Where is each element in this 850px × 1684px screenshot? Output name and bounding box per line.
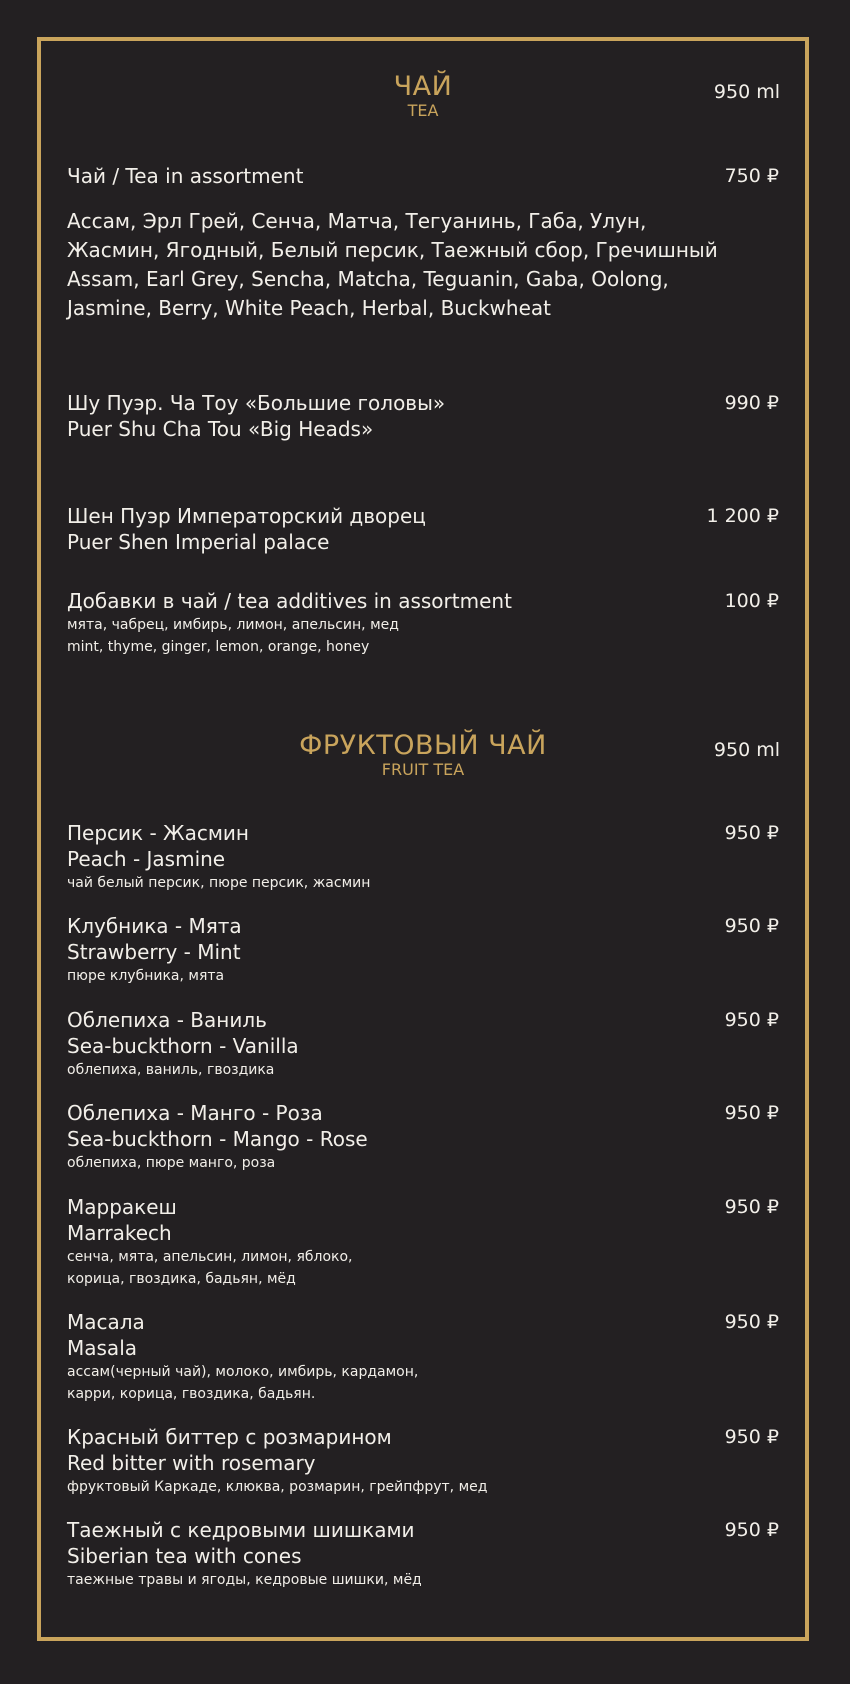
item-name-en: Siberian tea with cones bbox=[67, 1544, 302, 1568]
menu-item-marrakech bbox=[67, 1194, 779, 1290]
item-price: 950 ₽ bbox=[724, 1426, 779, 1448]
tea-varieties-line-2: Жасмин, Ягодный, Белый персик, Таежный сбор, Гречишный bbox=[67, 238, 718, 262]
item-price: 750 ₽ bbox=[724, 165, 779, 187]
item-name: Облепиха - Ваниль bbox=[67, 1008, 267, 1032]
menu-item-tea-assortment bbox=[67, 163, 779, 323]
item-name-en: Puer Shen Imperial palace bbox=[67, 530, 330, 554]
item-name-en: Strawberry - Mint bbox=[67, 940, 241, 964]
tea-section-header bbox=[41, 72, 805, 120]
item-desc-en: mint, thyme, ginger, lemon, orange, honey bbox=[67, 639, 370, 655]
menu-item-seabuckthorn-vanilla bbox=[67, 1007, 779, 1081]
tea-section-title: ЧАЙ bbox=[393, 71, 453, 102]
fruit-section-title: ФРУКТОВЫЙ ЧАЙ bbox=[299, 730, 547, 761]
item-price: 950 ₽ bbox=[724, 1009, 779, 1031]
item-desc: фруктовый Каркаде, клюква, розмарин, грейпфрут, мед bbox=[67, 1479, 488, 1495]
item-desc: корица, гвоздика, бадьян, мёд bbox=[67, 1271, 296, 1287]
fruit-section-header bbox=[41, 731, 805, 779]
item-desc: пюре клубника, мята bbox=[67, 968, 225, 984]
tea-varieties-line-3: Assam, Earl Grey, Sencha, Matcha, Teguanin, Gaba, Oolong, bbox=[67, 267, 669, 291]
item-price: 950 ₽ bbox=[724, 1311, 779, 1333]
menu-item-seabuckthorn-mango-rose bbox=[67, 1100, 779, 1174]
tea-volume: 950 ml bbox=[713, 81, 780, 103]
item-name-en: Sea-buckthorn - Vanilla bbox=[67, 1034, 299, 1058]
item-name: Персик - Жасмин bbox=[67, 821, 250, 845]
item-desc-ru: мята, чабрец, имбирь, лимон, апельсин, мед bbox=[67, 617, 399, 633]
item-price: 950 ₽ bbox=[724, 1102, 779, 1124]
item-price: 950 ₽ bbox=[724, 915, 779, 937]
item-desc: ассам(черный чай), молоко, имбирь, кардамон, bbox=[67, 1364, 419, 1380]
tea-varieties-line-1: Ассам, Эрл Грей, Сенча, Матча, Тегуанинь, Габа, Улун, bbox=[67, 209, 647, 233]
item-price: 1 200 ₽ bbox=[706, 505, 779, 527]
item-name: Чай / Tea in assortment bbox=[67, 164, 304, 188]
item-name-en: Peach - Jasmine bbox=[67, 847, 226, 871]
item-desc: карри, корица, гвоздика, бадьян. bbox=[67, 1386, 316, 1402]
item-name-en: Puer Shu Cha Tou «Big Heads» bbox=[67, 417, 374, 441]
item-name: Масала bbox=[67, 1310, 145, 1334]
item-name-en: Sea-buckthorn - Mango - Rose bbox=[67, 1127, 368, 1151]
item-name-en: Red bitter with rosemary bbox=[67, 1451, 316, 1475]
menu-item-masala bbox=[67, 1309, 779, 1405]
fruit-volume: 950 ml bbox=[713, 739, 780, 761]
menu-item-red-bitter bbox=[67, 1424, 779, 1498]
item-price: 950 ₽ bbox=[724, 1196, 779, 1218]
item-price: 100 ₽ bbox=[724, 590, 779, 612]
menu-item-tea-additives bbox=[67, 588, 779, 658]
item-name-en: Marrakech bbox=[67, 1221, 172, 1245]
menu-item-strawberry-mint bbox=[67, 913, 779, 987]
item-price: 950 ₽ bbox=[724, 822, 779, 844]
fruit-section-subtitle: FRUIT TEA bbox=[381, 760, 465, 779]
item-name: Шу Пуэр. Ча Тоу «Большие головы» bbox=[67, 391, 446, 415]
menu-item-siberian-cones bbox=[67, 1517, 779, 1591]
item-name: Шен Пуэр Императорский дворец bbox=[67, 504, 426, 528]
item-name: Красный биттер с розмарином bbox=[67, 1425, 392, 1449]
item-name: Марракеш bbox=[67, 1195, 177, 1219]
menu-item-peach-jasmine bbox=[67, 820, 779, 894]
item-name: Клубника - Мята bbox=[67, 914, 242, 938]
menu-item-puer-shu bbox=[67, 390, 779, 442]
item-desc: облепиха, пюре манго, роза bbox=[67, 1155, 276, 1171]
tea-varieties-line-4: Jasmine, Berry, White Peach, Herbal, Buckwheat bbox=[67, 296, 551, 320]
item-desc: чай белый персик, пюре персик, жасмин bbox=[67, 875, 371, 891]
item-name: Добавки в чай / tea additives in assortment bbox=[67, 589, 512, 613]
item-name: Таежный с кедровыми шишками bbox=[67, 1518, 415, 1542]
item-price: 950 ₽ bbox=[724, 1519, 779, 1541]
item-desc: таежные травы и ягоды, кедровые шишки, мёд bbox=[67, 1572, 422, 1588]
item-name-en: Masala bbox=[67, 1336, 137, 1360]
tea-section-subtitle: TEA bbox=[407, 101, 439, 120]
item-desc: сенча, мята, апельсин, лимон, яблоко, bbox=[67, 1249, 353, 1265]
item-desc: облепиха, ваниль, гвоздика bbox=[67, 1062, 275, 1078]
item-name: Облепиха - Манго - Роза bbox=[67, 1101, 323, 1125]
item-price: 990 ₽ bbox=[724, 392, 779, 414]
menu-item-puer-shen bbox=[67, 503, 779, 555]
